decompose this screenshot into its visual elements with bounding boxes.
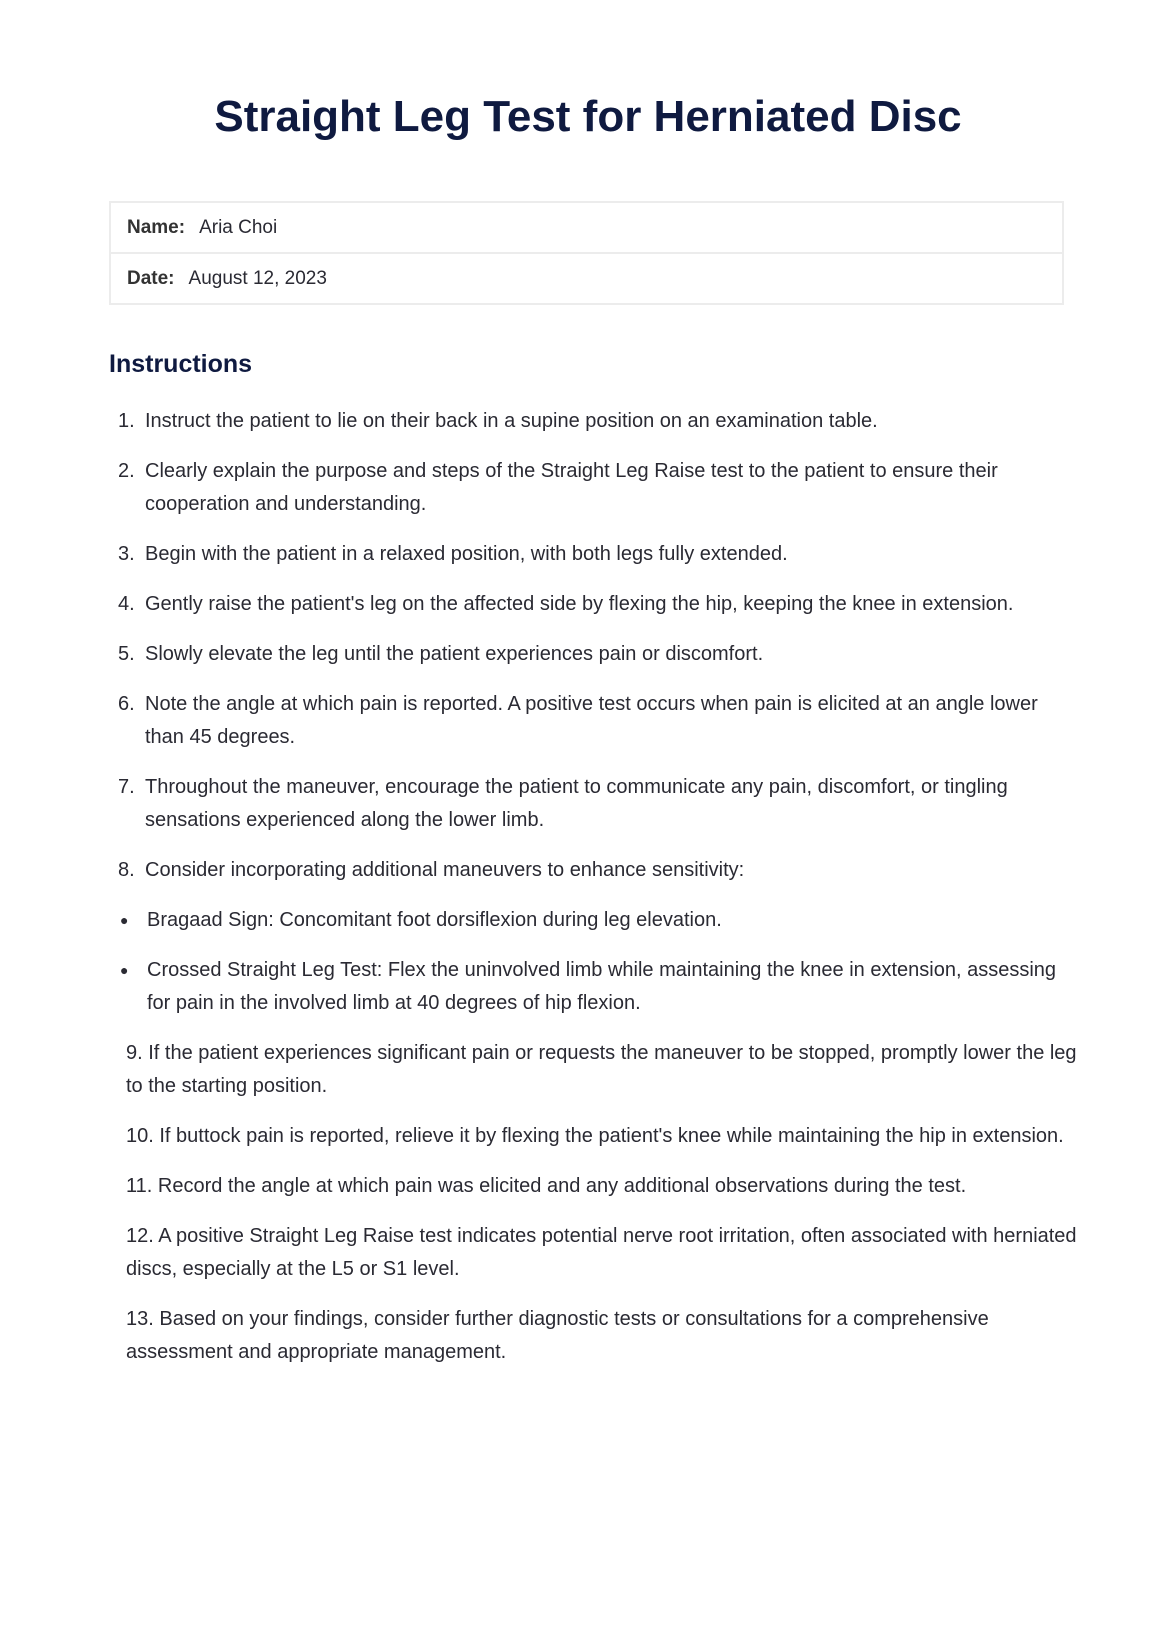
list-item [118,538,1078,571]
item-number: 7. [118,776,135,798]
instruction-paragraph: 10. If buttock pain is reported, relieve it by flexing the patient's knee while maintaining the hip in extension. [126,1125,1064,1147]
date-value: August 12, 2023 [188,267,327,289]
item-text: Instruct the patient to lie on their back in a supine position on an examination table. [145,410,878,432]
bullet-item [118,904,1078,937]
list-item [118,588,1078,621]
name-row [111,203,1062,252]
list-item [118,638,1078,671]
instruction-paragraph: 9. If the patient experiences significant pain or requests the maneuver to be stopped, promptly lower the leg to the starting position. [126,1042,1077,1097]
item-number: 3. [118,543,135,565]
instructions-heading: Instructions [109,350,253,378]
item-number: 6. [118,693,135,715]
list-item [118,405,1078,438]
bullet-text: Bragaad Sign: Concomitant foot dorsiflexion during leg elevation. [147,909,722,931]
instructions-list [118,405,1078,1386]
instruction-paragraph: 12. A positive Straight Leg Raise test indicates potential nerve root irritation, often associated with herniated discs, especially at the L5 or S1 level. [126,1225,1077,1280]
item-text: Gently raise the patient's leg on the affected side by flexing the hip, keeping the knee in extension. [145,593,1014,615]
item-text: Note the angle at which pain is reported. A positive test occurs when pain is elicited at an angle lower than 45 degrees. [145,693,1038,748]
name-label: Name: [127,216,186,238]
name-value: Aria Choi [199,216,278,238]
bullet-icon: ● [120,912,129,928]
list-item [118,688,1078,754]
item-text: Consider incorporating additional maneuvers to enhance sensitivity: [145,859,745,881]
item-number: 8. [118,859,135,881]
item-text: Begin with the patient in a relaxed position, with both legs fully extended. [145,543,788,565]
patient-info-table [109,201,1064,305]
bullet-text: Crossed Straight Leg Test: Flex the uninvolved limb while maintaining the knee in extension, assessing for pain in the involved limb at 40 degrees of hip flexion. [147,959,1057,1014]
date-row [111,252,1062,303]
item-number: 5. [118,643,135,665]
instruction-paragraph: 13. Based on your findings, consider further diagnostic tests or consultations for a comprehensive assessment and appropriate management. [126,1308,989,1363]
item-text: Slowly elevate the leg until the patient experiences pain or discomfort. [145,643,764,665]
bullet-item [118,954,1078,1020]
list-item [118,854,1078,887]
instruction-paragraph: 11. Record the angle at which pain was elicited and any additional observations during the test. [126,1175,967,1197]
list-item [118,771,1078,837]
item-number: 2. [118,460,135,482]
item-text: Clearly explain the purpose and steps of the Straight Leg Raise test to the patient to ensure their cooperation and understanding. [145,460,998,515]
list-item [118,455,1078,521]
bullet-icon: ● [120,962,129,978]
date-label: Date: [127,267,175,289]
page-title: Straight Leg Test for Herniated Disc [214,92,962,141]
item-number: 1. [118,410,135,432]
item-number: 4. [118,593,135,615]
item-text: Throughout the maneuver, encourage the patient to communicate any pain, discomfort, or tingling sensations experienced along the lower limb. [145,776,1008,831]
